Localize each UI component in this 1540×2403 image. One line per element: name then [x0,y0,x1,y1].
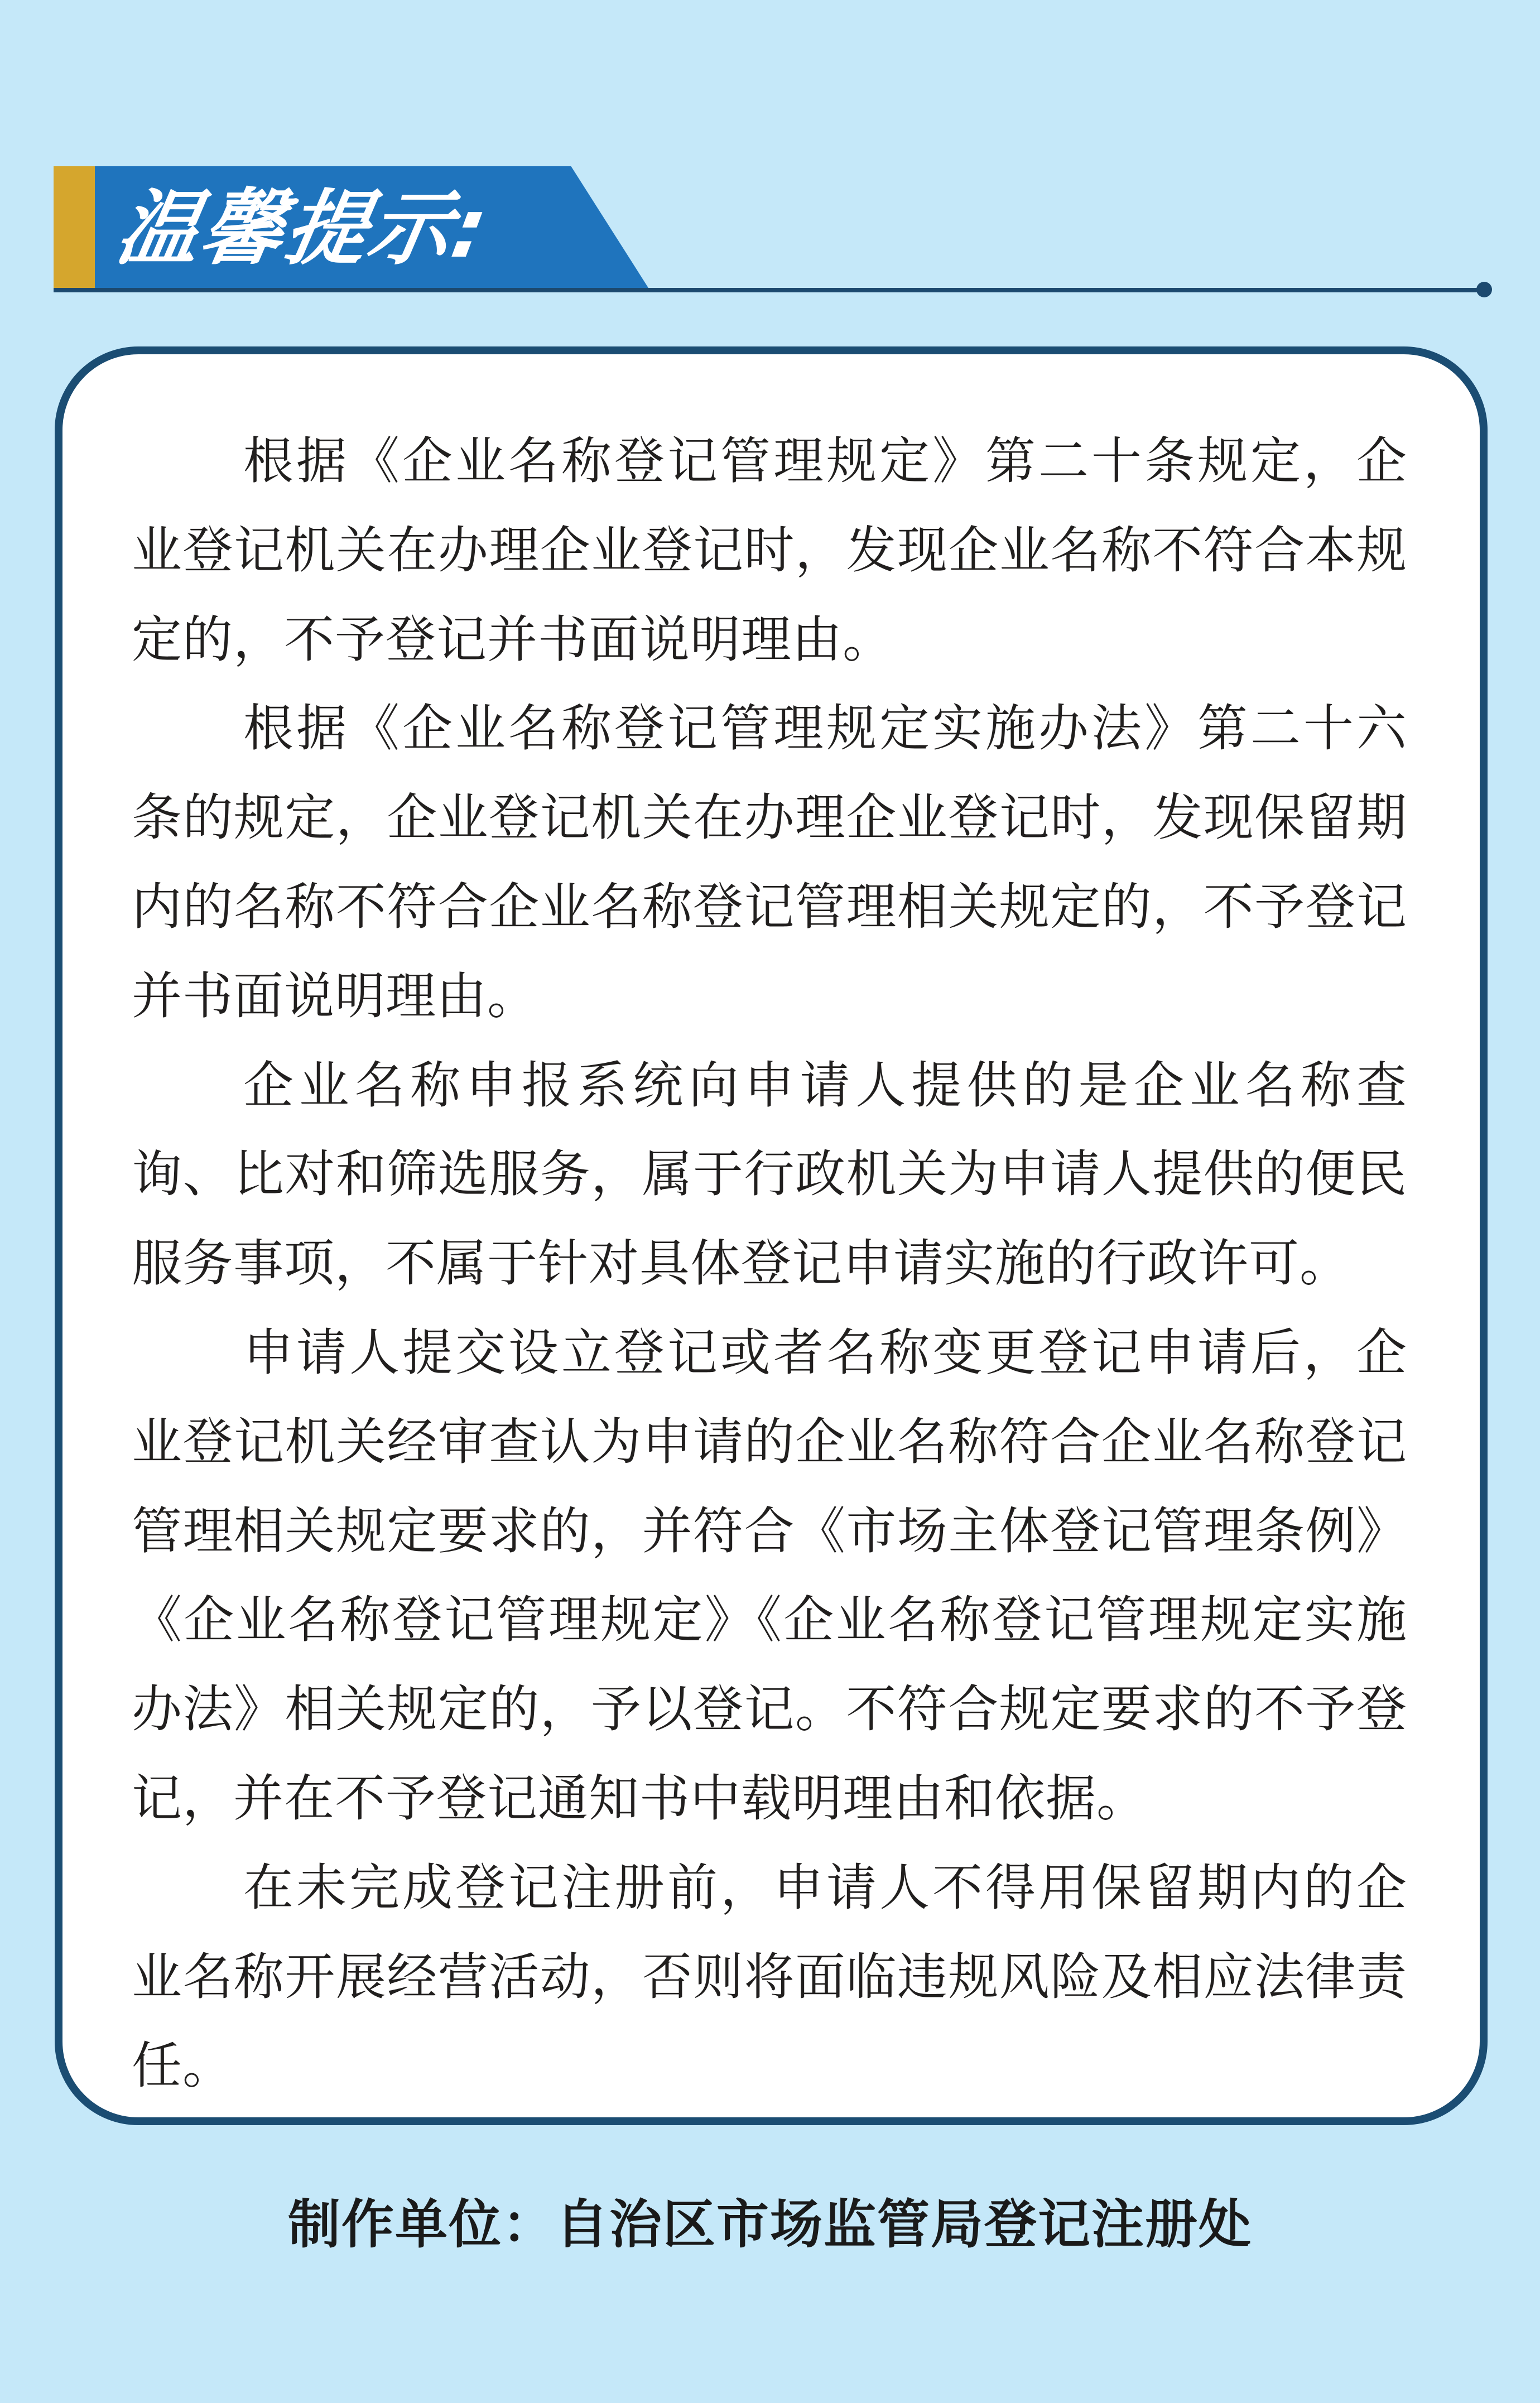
notice-paragraph-5: 在未完成登记注册前，申请人不得用保留期内的企业名称开展经营活动，否则将面临违规风险及相应法律责任。 [132,1858,1407,2096]
notice-paragraph-4: 申请人提交设立登记或者名称变更登记申请后，企业登记机关经审查认为申请的企业名称符合企业名称登记管理相关规定要求的，并符合《市场主体登记管理条例》《企业名称登记管理规定》《企业名称登记管理规定实施办法》相关规定的，予以登记。不符合规定要求的不予登记，并在不予登记通知书中载明理由和依据。 [132,1323,1407,1828]
divider-end-dot [1476,282,1492,297]
header-title: 温馨提示: [110,181,497,276]
notice-paragraph-1: 根据《企业名称登记管理规定》第二十条规定，企业登记机关在办理企业登记时，发现企业名称不符合本规定的，不予登记并书面说明理由。 [132,432,1407,669]
footer-credit: 制作单位：自治区市场监管局登记注册处 [287,2194,1252,2255]
header-divider [54,288,1486,292]
notice-paragraph-3: 企业名称申报系统向申请人提供的是企业名称查询、比对和筛选服务，属于行政机关为申请人提供的便民服务事项，不属于针对具体登记申请实施的行政许可。 [132,1056,1407,1293]
header-accent-bar [54,166,95,288]
notice-card [55,346,1488,2125]
notice-paragraph-2: 根据《企业名称登记管理规定实施办法》第二十六条的规定，企业登记机关在办理企业登记时，发现保留期内的名称不符合企业名称登记管理相关规定的，不予登记并书面说明理由。 [132,699,1407,1025]
